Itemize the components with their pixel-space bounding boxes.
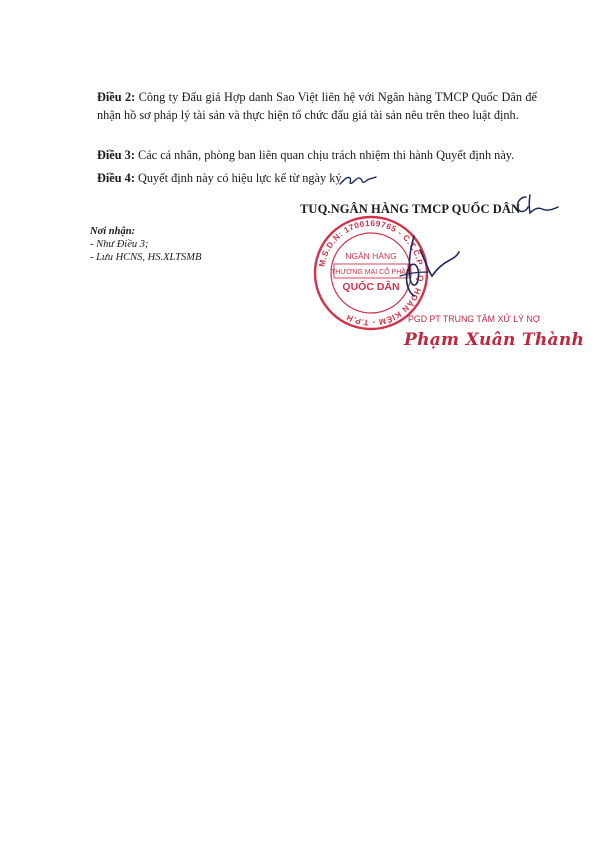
signature-block-title: TUQ.NGÂN HÀNG TMCP QUỐC DÂN bbox=[300, 202, 521, 216]
handwritten-initial bbox=[338, 168, 378, 190]
article-3-label: Điều 3: bbox=[97, 148, 135, 162]
seal-ring-text: M.S.D.N: 1700169765 - C.T.C.P - Q. HOÀN KIẾM - T.P.H bbox=[317, 218, 426, 328]
seal-line-3: QUỐC DÂN bbox=[342, 281, 400, 293]
article-4-label: Điều 4: bbox=[97, 171, 135, 185]
title-initial-mark bbox=[512, 193, 560, 217]
article-4-text: Quyết định này có hiệu lực kể từ ngày ký. bbox=[134, 171, 345, 185]
article-3 bbox=[97, 147, 537, 165]
signer-role: PGD PT TRUNG TÂM XỬ LÝ NỢ bbox=[408, 314, 541, 324]
handwritten-signature bbox=[370, 230, 460, 305]
seal-line-2: THƯƠNG MẠI CỔ PHẦN bbox=[330, 269, 412, 276]
article-2 bbox=[97, 89, 537, 124]
article-2-label: Điều 2: bbox=[97, 90, 136, 104]
seal-line-1: NGÂN HÀNG bbox=[345, 251, 397, 261]
recipient-item: - Lưu HCNS, HS.XLTSMB bbox=[90, 252, 202, 263]
recipients-heading: Nơi nhận: bbox=[90, 226, 136, 237]
article-2-text: Công ty Đấu giá Hợp danh Sao Việt liên hệ với Ngân hàng TMCP Quốc Dân để nhận hồ sơ pháp lý tài sản và thực hiện tổ chức đấu giá tài sản nêu trên theo luật định. bbox=[97, 90, 537, 122]
signer-name: Phạm Xuân Thành bbox=[404, 330, 585, 350]
article-3-text: Các cá nhân, phòng ban liên quan chịu trách nhiệm thi hành Quyết định này. bbox=[134, 148, 515, 162]
recipient-item: - Như Điều 3; bbox=[90, 239, 149, 250]
article-4 bbox=[97, 170, 537, 188]
recipients-list bbox=[90, 225, 201, 264]
